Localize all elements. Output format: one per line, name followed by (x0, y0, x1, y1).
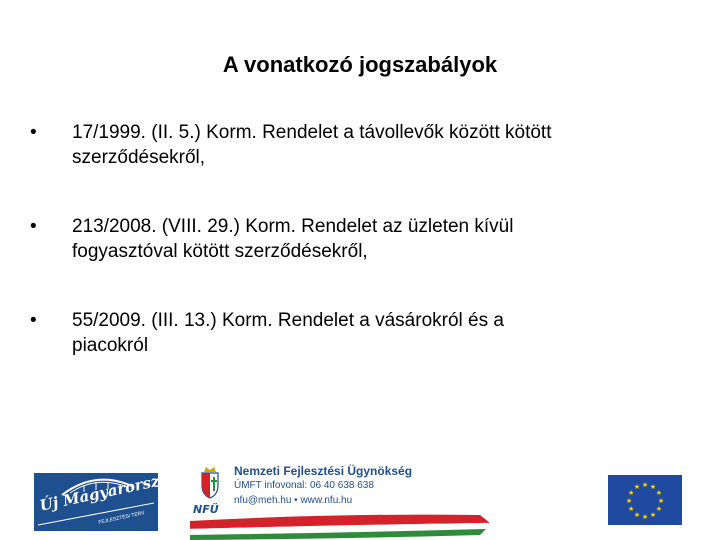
bullet-text-line: szerződésekről, (72, 147, 206, 168)
bullet-icon: • (30, 122, 37, 143)
eu-star-icon: ★ (633, 484, 641, 492)
eu-star-icon: ★ (641, 514, 649, 521)
bullet-text-line: fogyasztóval kötött szerződésekről, (72, 241, 368, 262)
nfu-infoline: ÚMFT infovonal: 06 40 638 638 (234, 480, 374, 491)
eu-star-icon: ★ (627, 506, 635, 513)
bullet-item (30, 120, 690, 170)
eu-stars (608, 475, 682, 525)
bullet-icon: • (30, 310, 37, 331)
eu-star-icon: ★ (627, 490, 635, 497)
eu-star-icon: ★ (655, 506, 663, 513)
bullet-item (30, 308, 690, 358)
bullet-list (30, 120, 690, 402)
bullet-item (30, 214, 690, 264)
um-logo-text: Új Magyarország (38, 467, 181, 515)
bullet-text-line: 213/2008. (VIII. 29.) Korm. Rendelet az üzleten kívül (72, 216, 514, 237)
eu-star-icon: ★ (641, 482, 649, 489)
eu-star-icon: ★ (657, 498, 665, 505)
bullet-text-line: piacokról (72, 335, 149, 356)
slide-title: A vonatkozó jogszabályok (222, 52, 498, 77)
bullet-icon: • (30, 216, 37, 237)
nfu-contact: nfu@meh.hu • www.nfu.hu (234, 495, 353, 506)
bullet-text-line: 17/1999. (II. 5.) Korm. Rendelet a távollevők között kötött (72, 122, 552, 143)
eu-star-icon: ★ (633, 511, 641, 519)
tricolor-swoosh-icon (190, 513, 490, 540)
bullet-text-line: 55/2009. (III. 13.) Korm. Rendelet a vásárokról és a (72, 310, 504, 331)
hungarian-crest-icon (196, 465, 224, 499)
nfu-name: Nemzeti Fejlesztési Ügynökség (234, 464, 413, 478)
nfu-mark: NFÜ (193, 503, 219, 516)
footer-logos (0, 455, 720, 540)
uj-magyarorszag-logo (34, 467, 181, 531)
eu-star-icon: ★ (625, 498, 633, 505)
eu-star-icon: ★ (649, 511, 657, 519)
eu-star-icon: ★ (649, 484, 657, 492)
eu-flag-icon (608, 475, 682, 525)
um-logo-subtitle: FEJLESZTÉSI TERV (97, 510, 146, 526)
eu-star-icon: ★ (655, 490, 663, 497)
